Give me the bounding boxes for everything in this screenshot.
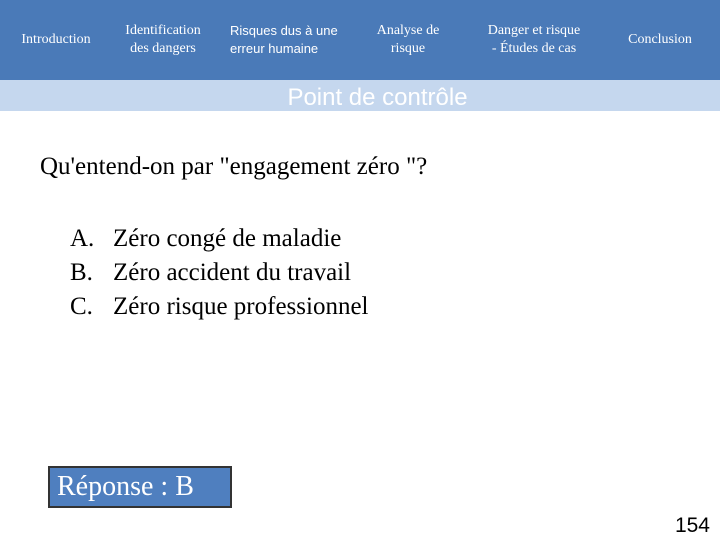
nav-item-identification-des-dangers[interactable]: Identification des dangers xyxy=(125,23,201,56)
option-text: Zéro congé de maladie xyxy=(113,225,342,252)
option-letter: C. xyxy=(70,293,93,320)
nav-item-danger-et-risque-etudes-de-cas[interactable]: Danger et risque - Études de cas xyxy=(487,23,581,56)
section-title: Point de contrôle xyxy=(287,84,468,111)
option-letter: B. xyxy=(70,259,93,286)
option-text: Zéro risque professionnel xyxy=(113,293,369,320)
nav-item-analyse-de-risque[interactable]: Analyse de risque xyxy=(376,23,440,56)
nav-item-introduction[interactable]: Introduction xyxy=(21,32,91,47)
nav-item-conclusion[interactable]: Conclusion xyxy=(628,32,692,47)
option-text: Zéro accident du travail xyxy=(113,259,352,286)
top-navigation-bar xyxy=(0,0,720,80)
option-item xyxy=(70,222,368,256)
answer-options-list xyxy=(70,222,368,324)
question-text: Qu'entend-on par "engagement zéro "? xyxy=(40,153,428,180)
answer-box: Réponse : B xyxy=(48,466,232,508)
option-item xyxy=(70,290,368,324)
nav-item-risques-erreur-humaine[interactable]: Risques dus à une erreur humaine xyxy=(230,23,338,56)
option-letter: A. xyxy=(70,225,95,252)
page-number: 154 xyxy=(674,514,710,537)
option-item xyxy=(70,256,368,290)
